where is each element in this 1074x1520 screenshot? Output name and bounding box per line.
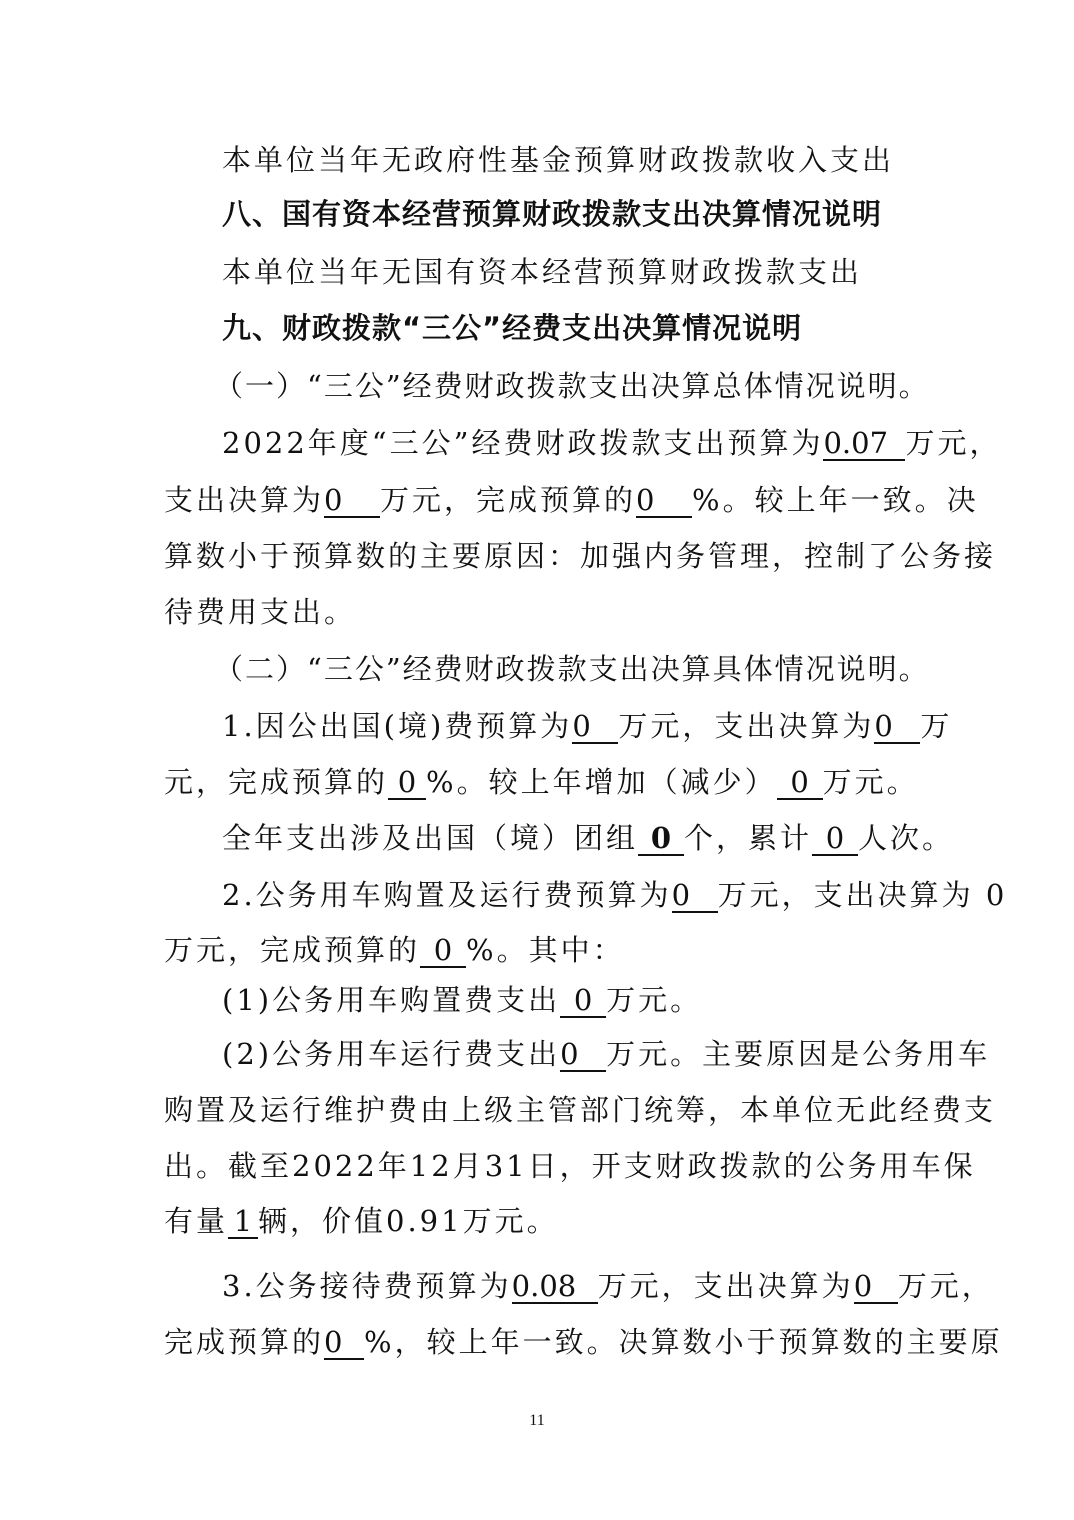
section-heading-9: 九、财政拨款“三公”经费支出决算情况说明 — [222, 311, 803, 345]
paragraph-line: 2022年度“三公”经费财政拨款支出预算为0.07 万元， — [222, 426, 1002, 460]
underlined-value: 0.08 — [512, 1270, 598, 1304]
underlined-value: 0 — [572, 710, 618, 744]
underlined-value: 0 — [324, 484, 380, 518]
paragraph-line: 完成预算的0 %，较上年一致。决算数小于预算数的主要原 — [164, 1325, 1003, 1359]
paragraph-line: 万元，完成预算的 0 %。其中： — [164, 933, 625, 967]
paragraph-line: (1)公务用车购置费支出 0 万元。 — [222, 983, 703, 1017]
subsection-heading-2: （二）“三公”经费财政拨款支出决算具体情况说明。 — [214, 652, 930, 686]
underlined-value: 0 — [560, 1038, 606, 1072]
paragraph-line: 有量 1 辆，价值0.91万元。 — [164, 1204, 559, 1238]
paragraph-line: 购置及运行维护费由上级主管部门统筹，本单位无此经费支 — [164, 1093, 997, 1127]
paragraph-line: 2.公务用车购置及运行费预算为0 万元，支出决算为 0 — [222, 878, 1008, 912]
paragraph-line: 算数小于预算数的主要原因：加强内务管理，控制了公务接 — [164, 539, 997, 573]
section-heading-8: 八、国有资本经营预算财政拨款支出决算情况说明 — [222, 197, 883, 231]
underlined-value: 0 — [638, 822, 684, 856]
underlined-value: 0 — [420, 934, 466, 968]
page-number: 11 — [529, 1412, 545, 1429]
underlined-value: 0 — [672, 879, 718, 913]
paragraph-line: 3.公务接待费预算为0.08 万元，支出决算为0 万元， — [222, 1269, 994, 1303]
underlined-value: 0 — [812, 822, 858, 856]
paragraph-line: 出。截至2022年12月31日，开支财政拨款的公务用车保 — [164, 1149, 976, 1183]
paragraph-line: (2)公务用车运行费支出0 万元。主要原因是公务用车 — [222, 1037, 991, 1071]
paragraph-line: 支出决算为0 万元，完成预算的0 %。较上年一致。决 — [164, 483, 979, 517]
underlined-value: 0 — [874, 710, 920, 744]
paragraph-line: 本单位当年无国有资本经营预算财政拨款支出 — [222, 255, 863, 289]
paragraph-line: 元，完成预算的 0 %。较上年增加（减少） 0 万元。 — [164, 765, 919, 799]
paragraph-line: 本单位当年无政府性基金预算财政拨款收入支出 — [222, 143, 895, 177]
subsection-heading-1: （一）“三公”经费财政拨款支出决算总体情况说明。 — [214, 369, 930, 403]
underlined-value: 0 — [324, 1326, 364, 1360]
underlined-value: 0 — [777, 766, 823, 800]
paragraph-line: 全年支出涉及出国（境）团组 0 个，累计 0 人次。 — [222, 821, 955, 855]
underlined-value: 0 — [854, 1270, 898, 1304]
underlined-value: 0 — [560, 984, 606, 1018]
underlined-value: 1 — [228, 1205, 258, 1239]
paragraph-line: 1.因公出国(境)费预算为0 万元，支出决算为0 万 — [222, 709, 953, 743]
paragraph-line: 待费用支出。 — [164, 595, 357, 629]
underlined-value: 0 — [636, 484, 692, 518]
underlined-value: 0 — [388, 766, 426, 800]
underlined-value: 0.07 — [823, 427, 905, 461]
